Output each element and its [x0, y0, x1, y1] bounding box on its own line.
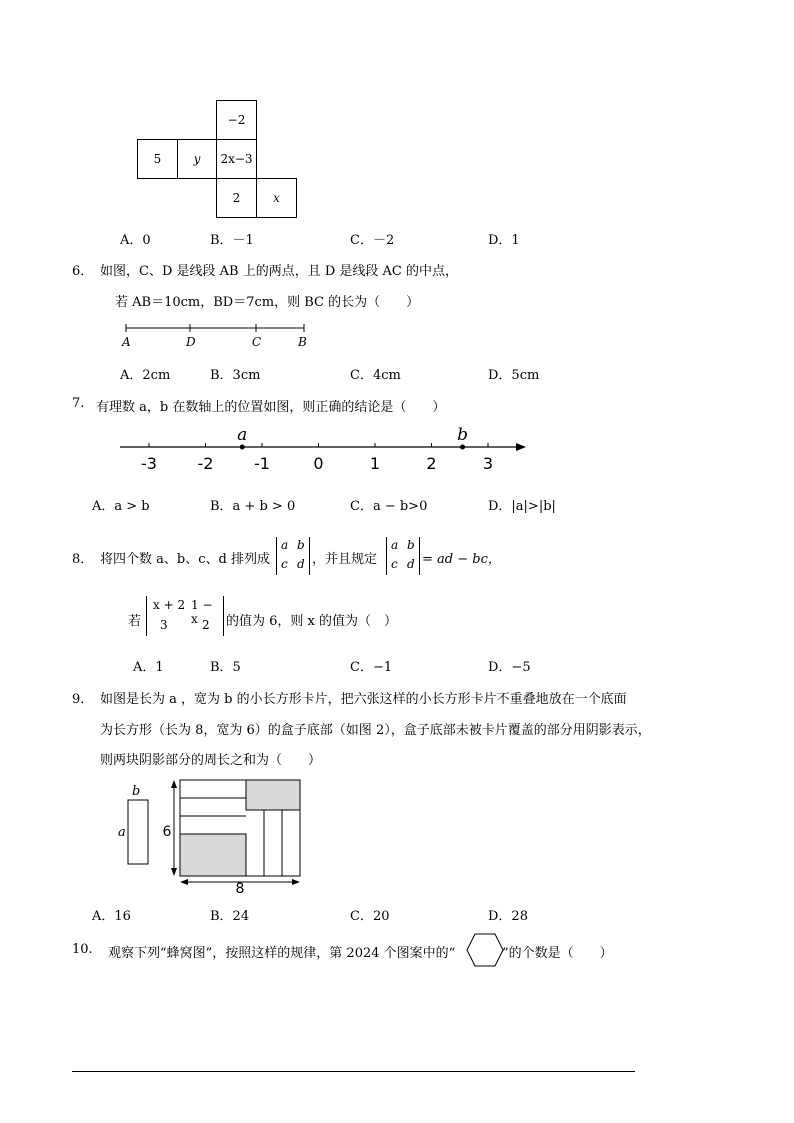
- footer-rule: [72, 1071, 635, 1072]
- q9-option-d[interactable]: D．28: [488, 909, 528, 924]
- tick-label: 1: [369, 454, 381, 473]
- q8-cond-pre: 若: [128, 614, 142, 629]
- q7-option-c[interactable]: C．a − b>0: [350, 499, 428, 514]
- q7-option-d[interactable]: D．|a|>|b|: [488, 499, 556, 514]
- q8-cond-post: 的值为 6，则 x 的值为（ ）: [226, 614, 397, 629]
- net-cell-right: x: [256, 178, 297, 218]
- determinant-rule: a b c d: [386, 537, 420, 575]
- hexagon-icon: [466, 932, 504, 968]
- shaded-region-top-right: [246, 780, 300, 810]
- q9-text-line3: 则两块阴影部分的周长之和为（ ）: [100, 753, 322, 768]
- q8-text-c: = ad − bc，: [422, 552, 501, 567]
- q9-figure: [110, 776, 320, 894]
- tick-label: -1: [254, 454, 270, 473]
- dim-label-6: 6: [162, 824, 172, 840]
- q8-text-a: 将四个数 a、b、c、d 排列成: [100, 552, 270, 567]
- q9-option-a[interactable]: A．16: [92, 909, 131, 924]
- q7-number: 7.: [72, 396, 85, 411]
- q8-option-b[interactable]: B．5: [210, 660, 241, 675]
- q10-text-a: 观察下列“蜂窝图”，按照这样的规律，第 2024 个图案中的“: [108, 946, 456, 961]
- dim-arrow: [171, 780, 177, 788]
- point-b-label: b: [457, 425, 469, 445]
- dim-arrow: [292, 879, 300, 885]
- dim-arrow: [180, 879, 188, 885]
- q9-text-line1: 如图是长为 a ，宽为 b 的小长方形卡片，把六张这样的小长方形卡片不重叠地放在一个底面: [100, 692, 627, 707]
- q9-option-c[interactable]: C．20: [350, 909, 390, 924]
- net-cell-mid: y: [177, 139, 217, 179]
- determinant-condition: x + 2 1 − x 3 2: [146, 596, 224, 636]
- dim-label-8: 8: [235, 881, 245, 894]
- q6-option-c[interactable]: C．4cm: [350, 368, 401, 383]
- q8-option-d[interactable]: D．−5: [488, 660, 531, 675]
- net-cell-bottom: 2: [216, 178, 257, 218]
- point-a-dot: [240, 445, 245, 450]
- label-a: A: [122, 335, 131, 349]
- q6-option-b[interactable]: B．3cm: [210, 368, 261, 383]
- q8-number: 8．: [72, 552, 94, 567]
- net-cell-top: −2: [216, 100, 257, 140]
- q6-option-d[interactable]: D．5cm: [488, 368, 540, 383]
- label-d: D: [186, 335, 196, 349]
- point-b-dot: [460, 445, 465, 450]
- q7-number-line: [120, 424, 532, 476]
- q10-text-b: ”的个数是（ ）: [502, 946, 613, 961]
- axis-arrow: [516, 443, 526, 451]
- q6-text-line2: 若 AB＝10cm，BD＝7cm，则 BC 的长为（ ）: [115, 295, 420, 310]
- q10-number: 10.: [72, 942, 93, 957]
- q9-option-b[interactable]: B．24: [210, 909, 250, 924]
- q5-option-b[interactable]: B．－1: [210, 233, 254, 248]
- tick-label: -2: [197, 454, 214, 473]
- q8-text-b: ，并且规定: [312, 552, 378, 567]
- q6-segment-diagram: [118, 318, 318, 352]
- tick-label: 3: [482, 454, 494, 473]
- q9-text-line2: 为长方形（长为 8，宽为 6）的盒子底部（如图 2），盒子底部未被卡片覆盖的部分用阴影表示，: [100, 723, 651, 738]
- card-label-b: b: [132, 784, 141, 799]
- q6-option-a[interactable]: A．2cm: [120, 368, 171, 383]
- label-b: B: [298, 335, 307, 349]
- label-c: C: [252, 335, 262, 349]
- q7-text: 有理数 a，b 在数轴上的位置如图，则正确的结论是（ ）: [96, 400, 446, 415]
- net-cell-left: 5: [137, 139, 178, 179]
- small-card: [128, 800, 148, 864]
- tick-label: -3: [141, 454, 157, 473]
- shaded-region-bottom-left: [180, 834, 246, 876]
- q7-option-a[interactable]: A．a > b: [92, 499, 150, 514]
- q6-number: 6．: [72, 264, 94, 279]
- determinant-general: a b c d: [276, 537, 310, 575]
- net-cell-center: 2x−3: [216, 139, 257, 179]
- q5-option-a[interactable]: A．0: [120, 233, 151, 248]
- tick-label: 0: [313, 454, 324, 473]
- q9-number: 9．: [72, 692, 94, 707]
- q5-option-c[interactable]: C．－2: [350, 233, 395, 248]
- q7-option-b[interactable]: B．a + b > 0: [210, 499, 296, 514]
- point-a-label: a: [237, 425, 248, 445]
- q8-option-a[interactable]: A．1: [133, 660, 164, 675]
- q6-text-line1: 如图，C、D 是线段 AB 上的两点，且 D 是线段 AC 的中点，: [100, 264, 458, 279]
- card-label-a: a: [118, 825, 126, 840]
- q5-option-d[interactable]: D．1: [488, 233, 520, 248]
- q8-option-c[interactable]: C．−1: [350, 660, 393, 675]
- dim-arrow: [171, 868, 177, 876]
- tick-label: 2: [426, 454, 437, 473]
